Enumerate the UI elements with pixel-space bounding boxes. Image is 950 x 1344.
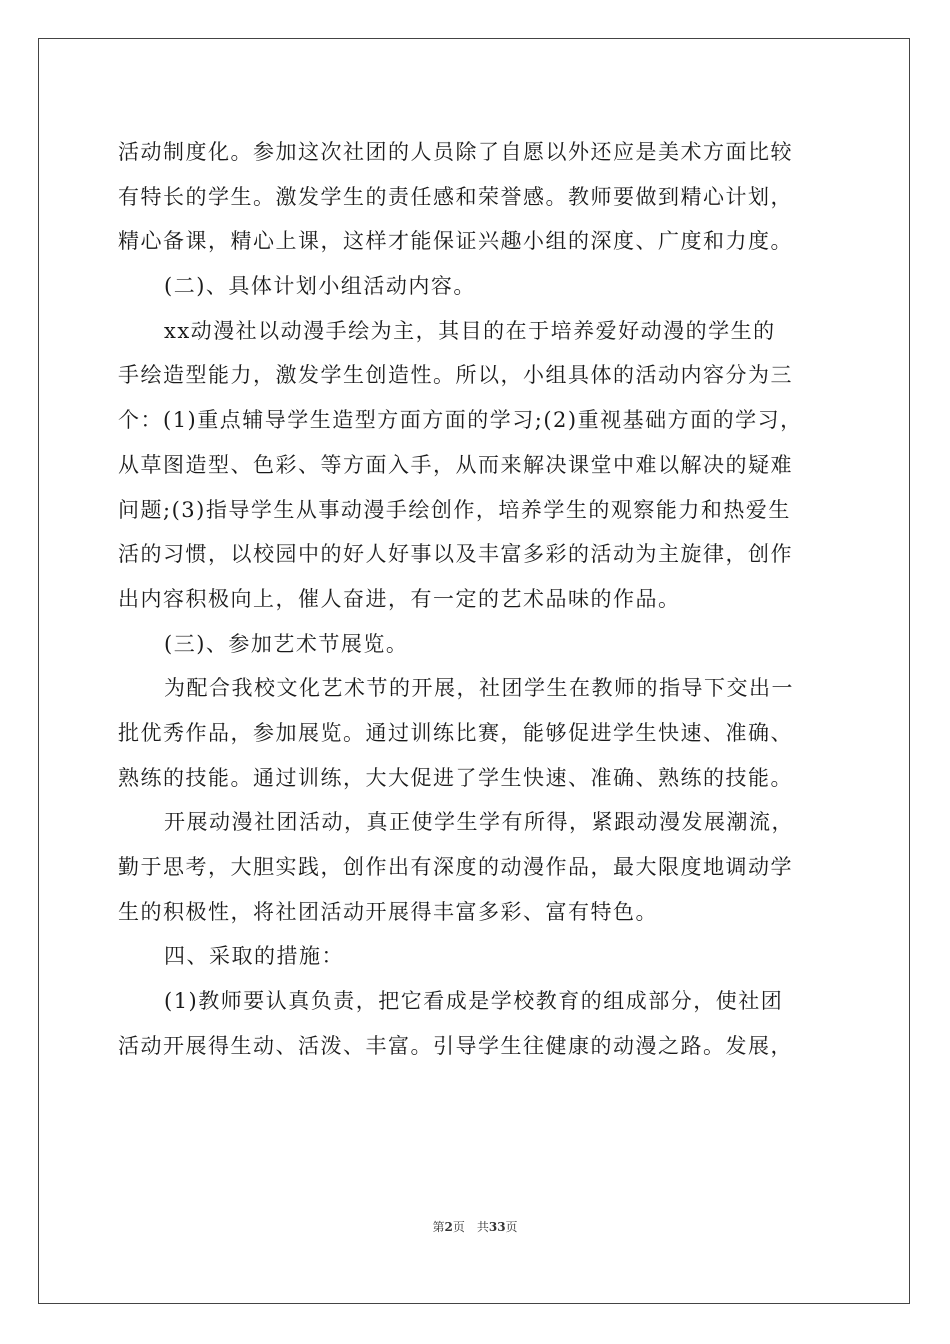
text-line: xx动漫社以动漫手绘为主，其目的在于培养爱好动漫的学生的 — [164, 318, 776, 343]
text-line: 开展动漫社团活动，真正使学生学有所得，紧跟动漫发展潮流， — [164, 810, 794, 835]
text-line: 出内容积极向上，催人奋进，有一定的艺术品味的作品。 — [118, 586, 681, 611]
text-line: 批优秀作品，参加展览。通过训练比赛，能够促进学生快速、准确、 — [118, 720, 793, 745]
total-pages: 33 — [488, 1220, 506, 1234]
total-suffix: 页 — [505, 1220, 518, 1234]
text-line: 问题;(3)指导学生从事动漫手绘创作，培养学生的观察能力和热爱生 — [118, 497, 791, 522]
document-body — [118, 130, 833, 1068]
page-number: 2 — [444, 1220, 453, 1234]
text-line: 活动制度化。参加这次社团的人员除了自愿以外还应是美术方面比较 — [118, 140, 793, 164]
text-line: 从草图造型、色彩、等方面入手，从而来解决课堂中难以解决的疑难 — [118, 452, 793, 477]
text-line: (1)教师要认真负责，把它看成是学校教育的组成部分，使社团 — [164, 989, 784, 1014]
text-line: 为配合我校文化艺术节的开展，社团学生在教师的指导下交出一 — [164, 676, 794, 701]
section-heading: (三)、参加艺术节展览。 — [164, 631, 409, 656]
text-line: 生的积极性，将社团活动开展得丰富多彩、富有特色。 — [118, 899, 658, 924]
text-line: 勤于思考，大胆实践，创作出有深度的动漫作品，最大限度地调动学 — [118, 855, 793, 879]
text-line: 有特长的学生。激发学生的责任感和荣誉感。教师要做到精心计划， — [118, 184, 793, 209]
section-heading: 四、采取的措施： — [164, 944, 344, 969]
page-prefix: 第 — [432, 1220, 445, 1234]
text-line: 活动开展得生动、活泼、丰富。引导学生往健康的动漫之路。发展， — [118, 1033, 793, 1058]
text-line: 个：(1)重点辅导学生造型方面方面的学习;(2)重视基础方面的学习， — [118, 408, 803, 433]
text-line: 熟练的技能。通过训练，大大促进了学生快速、准确、熟练的技能。 — [118, 765, 793, 790]
section-heading: (二)、具体计划小组活动内容。 — [164, 274, 476, 299]
page-footer — [0, 1218, 950, 1235]
page-suffix: 页 — [452, 1220, 465, 1234]
text-line: 活的习惯，以校园中的好人好事以及丰富多彩的活动为主旋律，创作 — [118, 542, 793, 567]
text-line: 手绘造型能力，激发学生创造性。所以，小组具体的活动内容分为三 — [118, 363, 793, 388]
total-prefix: 共 — [476, 1220, 489, 1234]
text-line: 精心备课，精心上课，这样才能保证兴趣小组的深度、广度和力度。 — [118, 229, 793, 254]
